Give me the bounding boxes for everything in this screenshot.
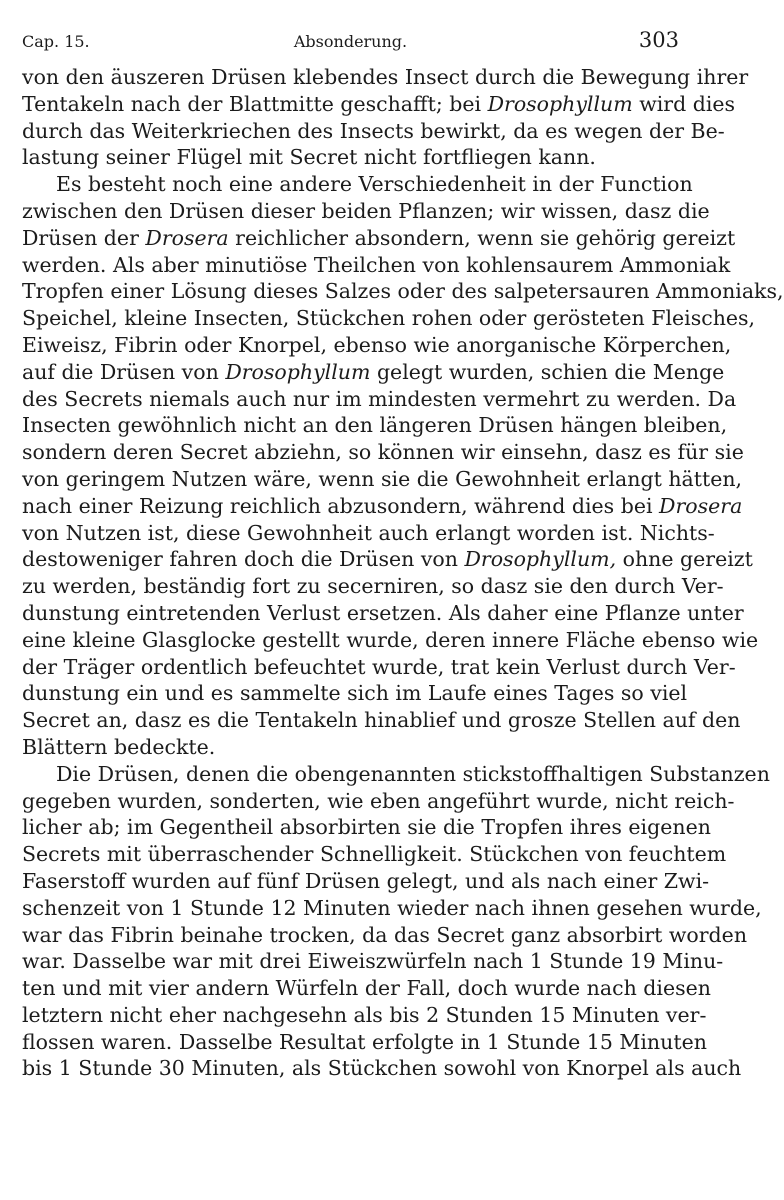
italic-term: Drosophyllum — [225, 359, 371, 384]
text-line: von geringem Nutzen wäre, wenn sie die Gewohnheit erlangt hätten, — [22, 466, 743, 491]
text-line: dunstung ein und es sammelte sich im Laufe eines Tages so viel — [22, 681, 688, 706]
text-line: schenzeit von 1 Stunde 12 Minuten wieder nach ihnen gesehen wurde, — [22, 895, 762, 920]
text-line: Die Drüsen, denen die obengenannten stickstoffhaltigen Substanzen — [56, 761, 770, 786]
text-line: sondern deren Secret abziehn, so können wir einsehn, dasz es für sie — [22, 440, 744, 465]
text-line: Es besteht noch eine andere Verschiedenheit in der Function — [56, 172, 693, 197]
text-line: der Träger ordentlich befeuchtet wurde, trat kein Verlust durch Ver- — [22, 654, 736, 679]
text-line: war. Dasselbe war mit drei Eiweiszwürfeln nach 1 Stunde 19 Minu- — [22, 949, 724, 974]
text-line: gegeben wurden, sonderten, wie eben angeführt wurde, nicht reich- — [22, 788, 735, 813]
text-line: zwischen den Drüsen dieser beiden Pflanzen; wir wissen, dasz die — [22, 198, 710, 223]
italic-term: Drosera — [659, 493, 743, 518]
text-line: zu werden, beständig fort zu secerniren, so dasz sie den durch Ver- — [22, 574, 724, 599]
text-line: durch das Weiterkriechen des Insects bewirkt, da es wegen der Be- — [22, 118, 725, 143]
body-text — [22, 64, 784, 1082]
text-line: ten und mit vier andern Würfeln der Fall, doch wurde nach diesen — [22, 976, 711, 1001]
text-line: bis 1 Stunde 30 Minuten, als Stückchen sowohl von Knorpel als auch — [22, 1056, 742, 1081]
text-line: des Secrets niemals auch nur im mindesten vermehrt zu werden. Da — [22, 386, 737, 411]
italic-term: Drosophyllum, — [464, 547, 617, 572]
text-line: Blättern bedeckte. — [22, 734, 216, 759]
page-number: 303 — [638, 28, 679, 52]
italic-term: Drosera — [145, 225, 229, 250]
text-line: nach einer Reizung reichlich abzusondern, während dies bei Drosera — [22, 493, 743, 518]
text-line: licher ab; im Gegentheil absorbirten sie die Tropfen ihres eigenen — [22, 815, 711, 840]
text-line: destoweniger fahren doch die Drüsen von Drosophyllum, ohne gereizt — [22, 547, 753, 572]
text-line: Tentakeln nach der Blattmitte geschafft; bei Drosophyllum wird dies — [22, 91, 736, 116]
text-line: Speichel, kleine Insecten, Stückchen rohen oder gerösteten Fleisches, — [22, 306, 756, 331]
text-line: letztern nicht eher nachgesehn als bis 2 Stunden 15 Minuten ver- — [22, 1002, 707, 1027]
section-title: Absonderung. — [293, 32, 408, 51]
text-line: von Nutzen ist, diese Gewohnheit auch erlangt worden ist. Nichts- — [22, 520, 715, 545]
text-line: eine kleine Glasglocke gestellt wurde, deren innere Fläche ebenso wie — [22, 627, 759, 652]
running-header — [22, 28, 679, 58]
text-line: lastung seiner Flügel mit Secret nicht fortfliegen kann. — [22, 145, 596, 170]
text-line: Secret an, dasz es die Tentakeln hinablief und grosze Stellen auf den — [22, 708, 741, 733]
chapter-label: Cap. 15. — [22, 32, 90, 51]
italic-term: Drosophyllum — [487, 91, 633, 116]
text-line: Secrets mit überraschender Schnelligkeit. Stückchen von feuchtem — [22, 842, 727, 867]
text-line: Eiweisz, Fibrin oder Knorpel, ebenso wie anorganische Körperchen, — [22, 332, 732, 357]
text-line: werden. Als aber minutiöse Theilchen von kohlensaurem Ammoniak — [22, 252, 731, 277]
text-line: war das Fibrin beinahe trocken, da das Secret ganz absorbirt worden — [22, 922, 748, 947]
text-line: Tropfen einer Lösung dieses Salzes oder des salpetersauren Ammoniaks, — [22, 279, 784, 304]
text-line: Faserstoff wurden auf fünf Drüsen gelegt, und als nach einer Zwi- — [22, 868, 710, 893]
text-line: flossen waren. Dasselbe Resultat erfolgte in 1 Stunde 15 Minuten — [22, 1029, 707, 1054]
text-line: Insecten gewöhnlich nicht an den längeren Drüsen hängen bleiben, — [22, 413, 728, 438]
text-line: von den äuszeren Drüsen klebendes Insect durch die Bewegung ihrer — [22, 65, 749, 89]
text-line: dunstung eintretenden Verlust ersetzen. Als daher eine Pflanze unter — [22, 600, 744, 625]
text-line: Drüsen der Drosera reichlicher absondern, wenn sie gehörig gereizt — [22, 225, 736, 250]
text-line: auf die Drüsen von Drosophyllum gelegt wurden, schien die Menge — [22, 359, 725, 384]
